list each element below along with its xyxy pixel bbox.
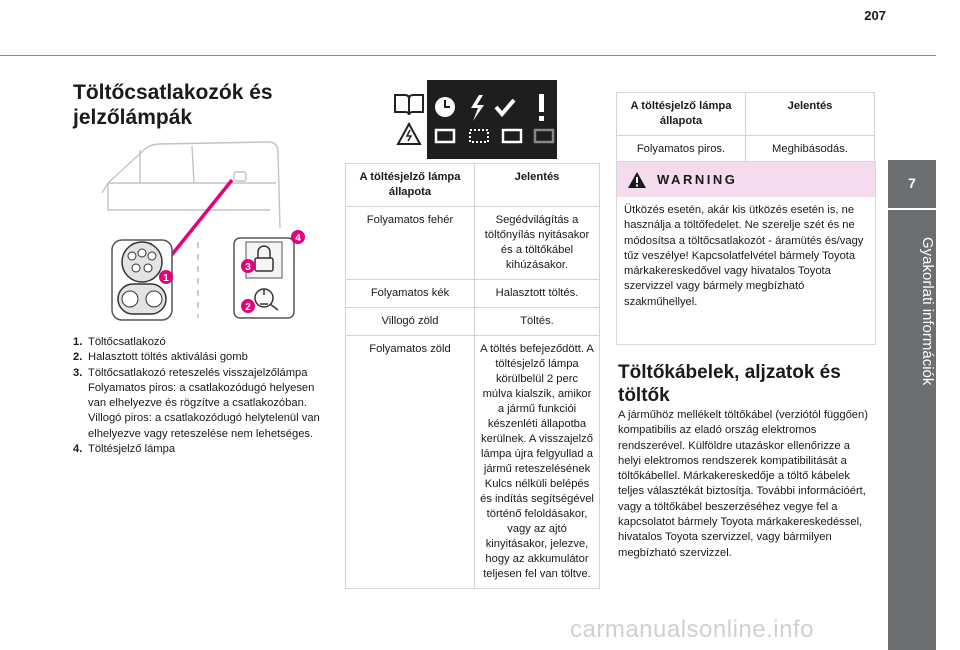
indicator-status-table: [345, 163, 600, 589]
watermark: carmanualsonline.info: [570, 616, 814, 643]
charging-port-illustration: [100, 138, 310, 326]
table-cell: Meghibásodás.: [746, 136, 875, 164]
table-header: A töltésjelző lámpa állapota: [346, 164, 475, 207]
table-row: [617, 136, 875, 164]
callout-2: [241, 299, 255, 313]
table-row: [346, 308, 600, 336]
table-row: [346, 207, 600, 280]
legend-number: 2.: [73, 351, 83, 364]
warning-title: WARNING: [657, 172, 738, 187]
legend-number: 3.: [73, 366, 83, 379]
table-header-row: [617, 93, 875, 136]
subsection-text: A járműhöz mellékelt töltőkábel (verziótól függően) kompatibilis az eladó ország elektromos rendszerével. Külföldre utazáskor ellenőrizze a helyi elektromos rendszerek kompatibilitását a töltőkábellel. Márkakereskedője a töltő kábelek teljes választékát biztosítja. További információért, vagy a töltőkábel beszerzéséhez vegye fel a kapcsolatot bármely Toyota márkakereskedéssel, hivatalos Toyota szervizzel, vagy bármilyen megbízható szervizzel.: [618, 409, 868, 559]
table-cell: Halasztott töltés.: [475, 280, 600, 308]
table-cell: A töltés befejeződött. A töltésjelző lámpa körülbelül 2 perc múlva kialszik, amikor a jármű funkciói készenléti állapotba kerülnek. A visszajelző lámpa újra felgyullad a jármű reteszelésének Kulcs nélküli belépés és indítás segítségével történő feloldásakor, vagy az ajtó kinyitásakor, jelezve, hogy az akkumulátor teljesen fel van töltve.: [475, 336, 600, 589]
car-rear-outline: [102, 142, 280, 228]
table-header-row: [346, 164, 600, 207]
section-title: Töltőcsatlakozók és jelzőlámpák: [73, 81, 273, 129]
indicator-icons-panel: [387, 80, 557, 159]
table-header: Jelentés: [746, 93, 875, 136]
svg-text:4: 4: [295, 233, 301, 244]
table-row: [346, 280, 600, 308]
warning-triangle-icon: [398, 124, 420, 144]
legend-item: [73, 366, 333, 442]
book-icon: [395, 95, 423, 115]
chapter-title: Gyakorlati információk: [919, 236, 936, 386]
legend-text: Halasztott töltés aktiválási gomb: [88, 351, 248, 364]
chapter-tab[interactable]: [888, 160, 936, 650]
table-cell: Villogó zöld: [346, 308, 475, 336]
table-header: Jelentés: [475, 164, 600, 207]
fault-status-table: [616, 92, 875, 164]
legend-item: [73, 335, 333, 350]
svg-text:3: 3: [245, 262, 251, 273]
pointer-line: [166, 180, 232, 262]
svg-text:2: 2: [245, 302, 251, 313]
legend-item: [73, 442, 333, 457]
callout-1: [159, 270, 173, 284]
chapter-tab-divider: [888, 208, 936, 210]
warning-box: [616, 161, 876, 345]
warning-icon: [627, 171, 647, 189]
indicator-icons-image: [387, 80, 557, 159]
warning-header: [617, 162, 875, 197]
table-cell: Töltés.: [475, 308, 600, 336]
clock-icon: [435, 97, 455, 117]
subsection-title: Töltőkábelek, aljzatok és töltők: [618, 362, 841, 406]
callout-3: [241, 259, 255, 273]
header-divider: [0, 55, 936, 56]
callout-4: [291, 230, 305, 244]
table-header: A töltésjelző lámpa állapota: [617, 93, 746, 136]
legend-text: Töltőcsatlakozó reteszelés visszajelzőlámpa Folyamatos piros: a csatlakozódugó helyesen van elhelyezve és rögzítve a csatlakozóban. Villogó piros: a csatlakozódugó helytelenül van elhelyezve vagy reteszelése nem lehetséges.: [88, 366, 320, 440]
legend-text: Töltésjelző lámpa: [88, 443, 176, 456]
table-row: [346, 336, 600, 589]
chapter-number: 7: [908, 175, 916, 191]
legend-number: 4.: [73, 443, 83, 456]
figure-legend: [73, 335, 333, 457]
table-cell: Folyamatos piros.: [617, 136, 746, 164]
table-cell: Folyamatos fehér: [346, 207, 475, 280]
legend-text: Töltőcsatlakozó: [88, 336, 166, 348]
table-cell: Segédvilágítás a töltőnyílás nyitásakor és a töltőkábel kihúzásakor.: [475, 207, 600, 280]
legend-number: 1.: [73, 336, 83, 348]
legend-item: [73, 350, 333, 365]
warning-text: Ütközés esetén, akár kis ütközés esetén is, ne használja a töltőfedelet. Ne szerelje szét és ne módosítsa a töltőcsatlakozót - áramütés és/vagy tűz veszélye! Kapcsolatfelvétel bármely Toyota márkakereskedővel vagy hivatalos Toyota szervizzel vagy bármely megbízható szakműhellyel.: [624, 204, 864, 308]
table-cell: Folyamatos zöld: [346, 336, 475, 589]
table-cell: Folyamatos kék: [346, 280, 475, 308]
page-number: 207: [864, 8, 886, 23]
svg-text:1: 1: [163, 273, 169, 284]
exclamation-icon: [539, 94, 544, 121]
